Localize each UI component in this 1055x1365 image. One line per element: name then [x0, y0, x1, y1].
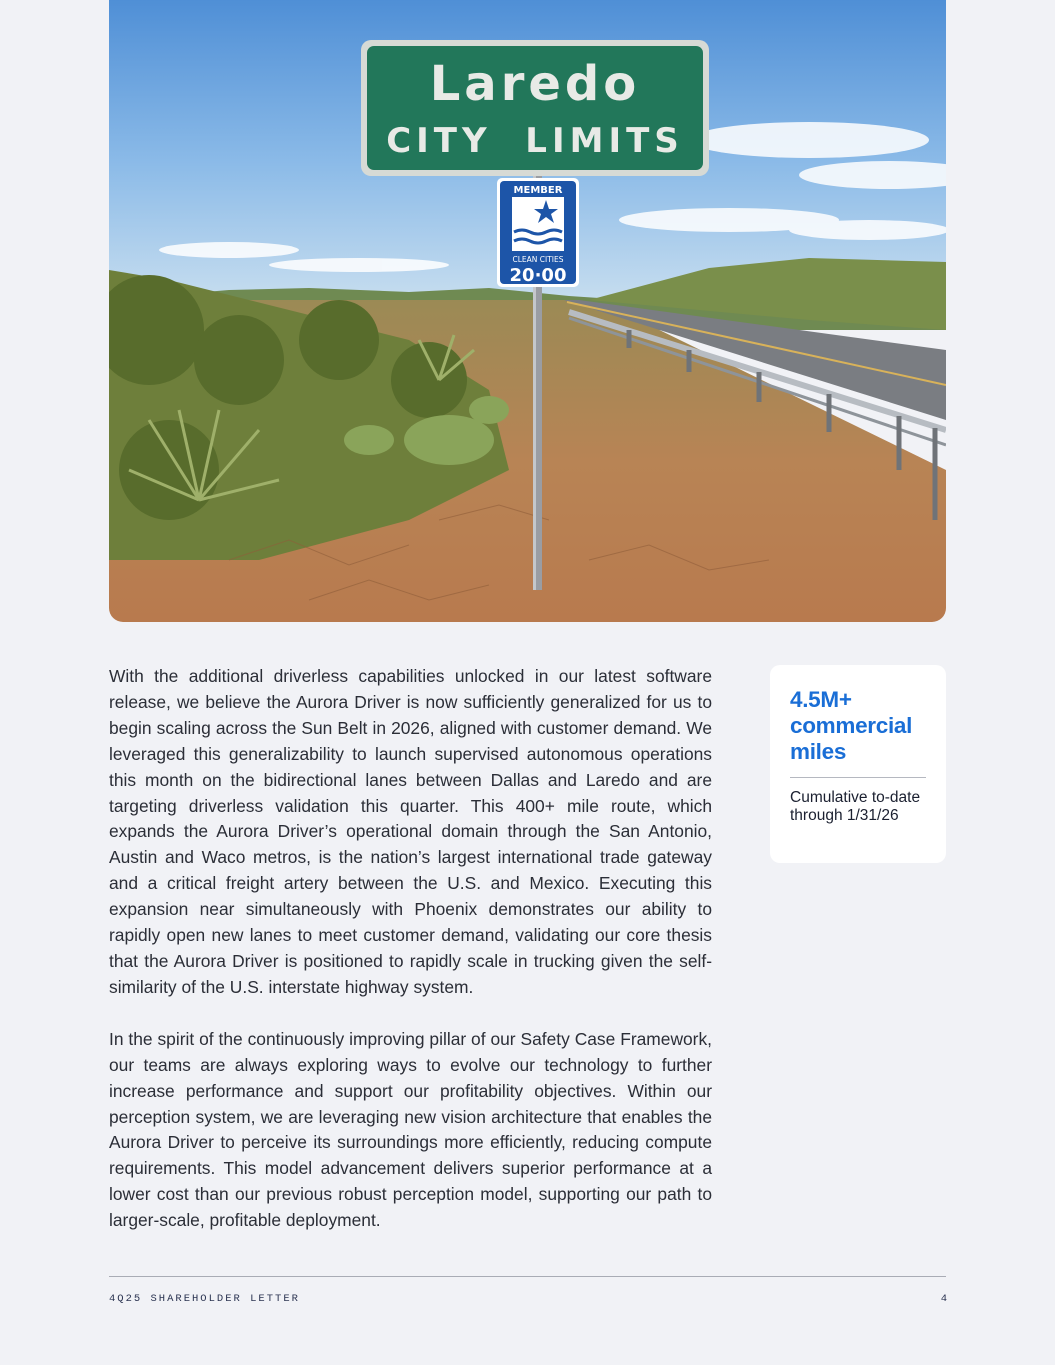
stat-card [770, 665, 946, 863]
stat-divider [790, 777, 926, 778]
footer-divider [109, 1276, 946, 1277]
paragraph-driverless-expansion: With the additional driverless capabilities unlocked in our latest software release, we believe the Aurora Driver is now sufficiently generalized for us to begin scaling across the Sun Belt in 2026, aligned with customer demand. We leveraged this generalizability to launch supervised autonomous operations this month on the bidirectional lanes between Dallas and Laredo and are targeting driverless validation this quarter. This 400+ mile route, which expands the Aurora Driver’s operational domain through the San Antonio, Austin and Waco metros, is the nation’s largest international trade gateway and a critical freight artery between the U.S. and Mexico. Executing this expansion near simultaneously with Phoenix demonstrates our ability to rapidly open new lanes to meet customer demand, validating our core thesis that the Aurora Driver is positioned to rapidly scale in trucking given the self-similarity of the U.S. interstate highway system. [109, 666, 712, 997]
badge-clean-cities: CLEAN CITIES [512, 255, 564, 264]
stat-value: 4.5M+ commercial miles [790, 687, 913, 764]
page-number: 4 [940, 1293, 947, 1305]
stat-caption: Cumulative to-date through 1/31/26 [790, 789, 921, 824]
sign-city-name: Laredo [429, 56, 641, 112]
hero-photo [109, 0, 946, 622]
sign-city-limits: CITY LIMITS [386, 121, 684, 161]
badge-year: 20·00 [509, 265, 567, 286]
footer-label: 4Q25 SHAREHOLDER LETTER [109, 1293, 300, 1305]
body-text [109, 664, 712, 1260]
badge-member-text: MEMBER [513, 185, 563, 196]
paragraph-perception-system: In the spirit of the continuously improving pillar of our Safety Case Framework, our teams are always exploring ways to evolve our technology to further increase performance and support our profitability objectives. Within our perception system, we are leveraging new vision architecture that enables the Aurora Driver to perceive its surroundings more efficiently, reducing compute requirements. This model advancement delivers superior performance at a lower cost than our previous robust perception model, supporting our path to larger-scale, profitable deployment. [109, 1028, 712, 1231]
laredo-sign-photo [109, 0, 946, 622]
